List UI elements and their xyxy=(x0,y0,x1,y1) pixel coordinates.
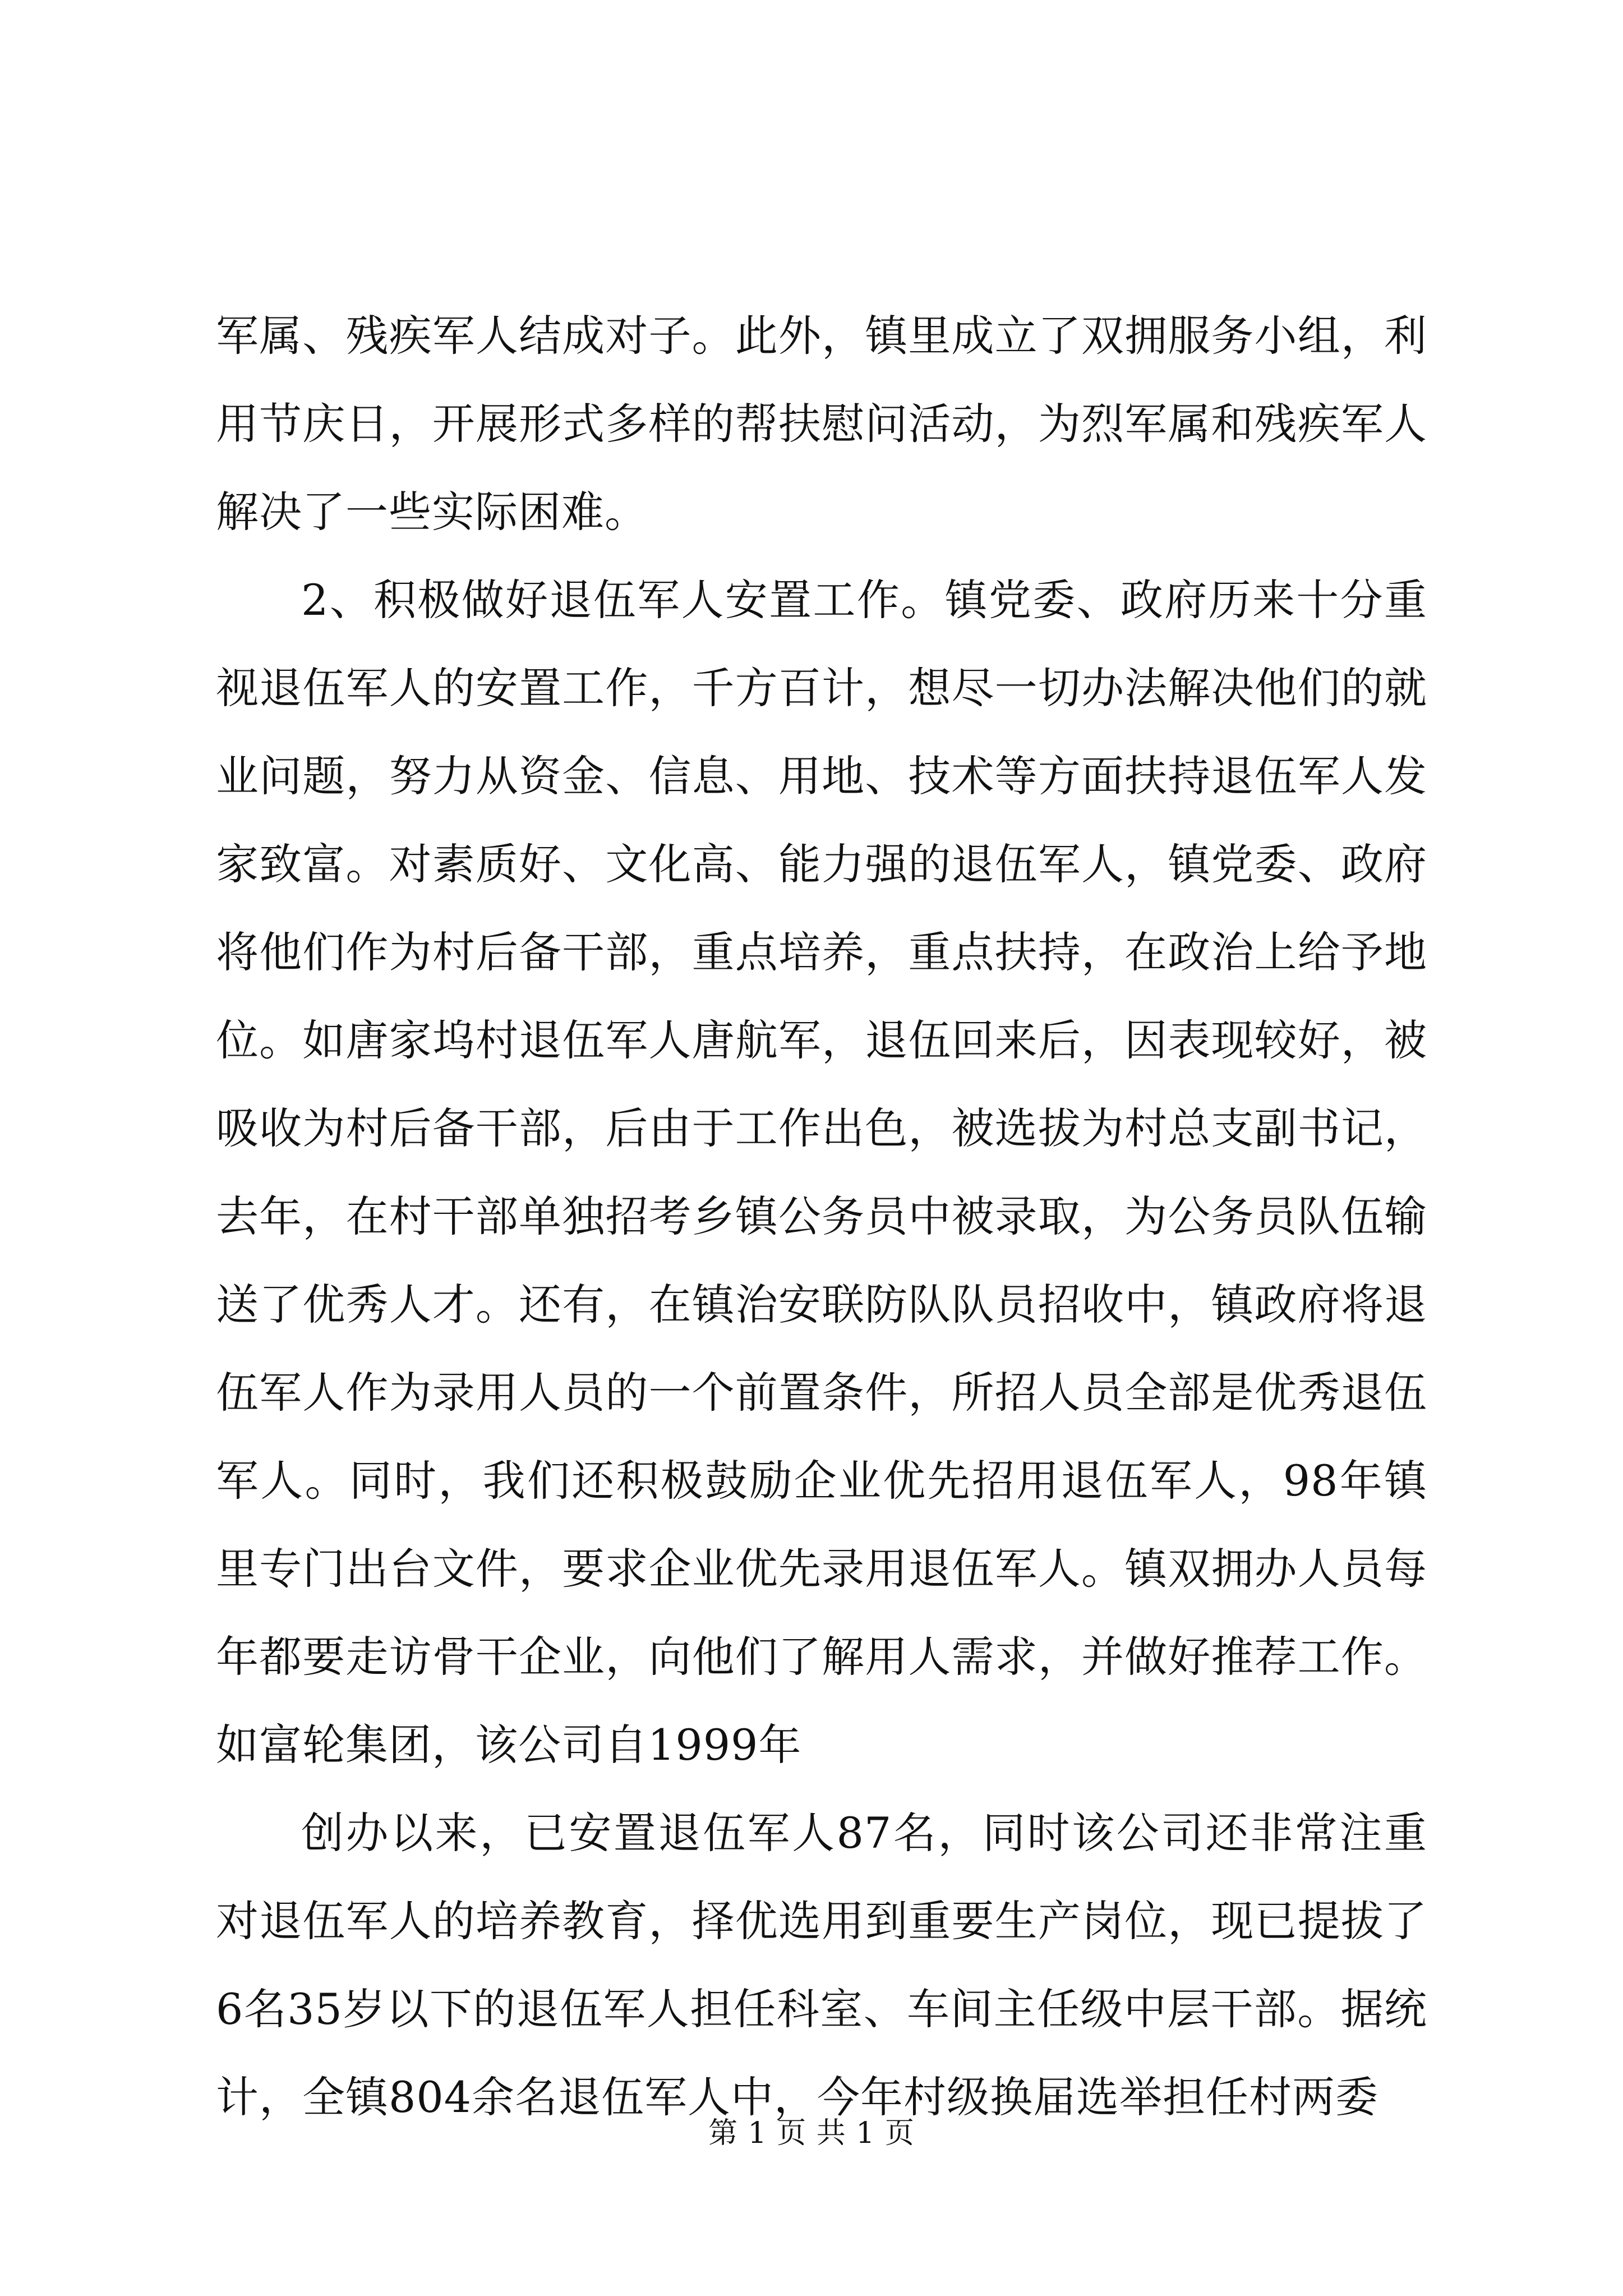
paragraph-2: 2、积极做好退伍军人安置工作。镇党委、政府历来十分重视退伍军人的安置工作，千方百计，想尽一切办法解决他们的就业问题，努力从资金、信息、用地、技术等方面扶持退伍军人发家致富。对素质好、文化高、能力强的退伍军人，镇党委、政府将他们作为村后备干部，重点培养，重点扶持，在政治上给予地位。如唐家坞村退伍军人唐航军，退伍回来后，因表现较好，被吸收为村后备干部，后由于工作出色，被选拔为村总支副书记，去年，在村干部单独招考乡镇公务员中被录取，为公务员队伍输送了优秀人才。还有，在镇治安联防队队员招收中，镇政府将退伍军人作为录用人员的一个前置条件，所招人员全部是优秀退伍军人。同时，我们还积极鼓励企业优先招用退伍军人，98年镇里专门出台文件，要求企业优先录用退伍军人。镇双拥办人员每年都要走访骨干企业，向他们了解用人需求，并做好推荐工作。如富轮集团，该公司自1999年 xyxy=(216,575,1427,1770)
paragraph-1: 军属、残疾军人结成对子。此外，镇里成立了双拥服务小组，利用节庆日，开展形式多样的帮扶慰问活动，为烈军属和残疾军人解决了一些实际困难。 xyxy=(216,311,1427,537)
paragraph-3: 创办以来，已安置退伍军人87名，同时该公司还非常注重对退伍军人的培养教育，择优选用到重要生产岗位，现已提拔了6名35岁以下的退伍军人担任科室、车间主任级中层干部。据统计，全镇804余名退伍军人中，今年村级换届选举担任村两委 xyxy=(216,1808,1427,2122)
document-body xyxy=(216,292,1427,2141)
page-footer: 第 1 页 共 1 页 xyxy=(708,2116,915,2150)
